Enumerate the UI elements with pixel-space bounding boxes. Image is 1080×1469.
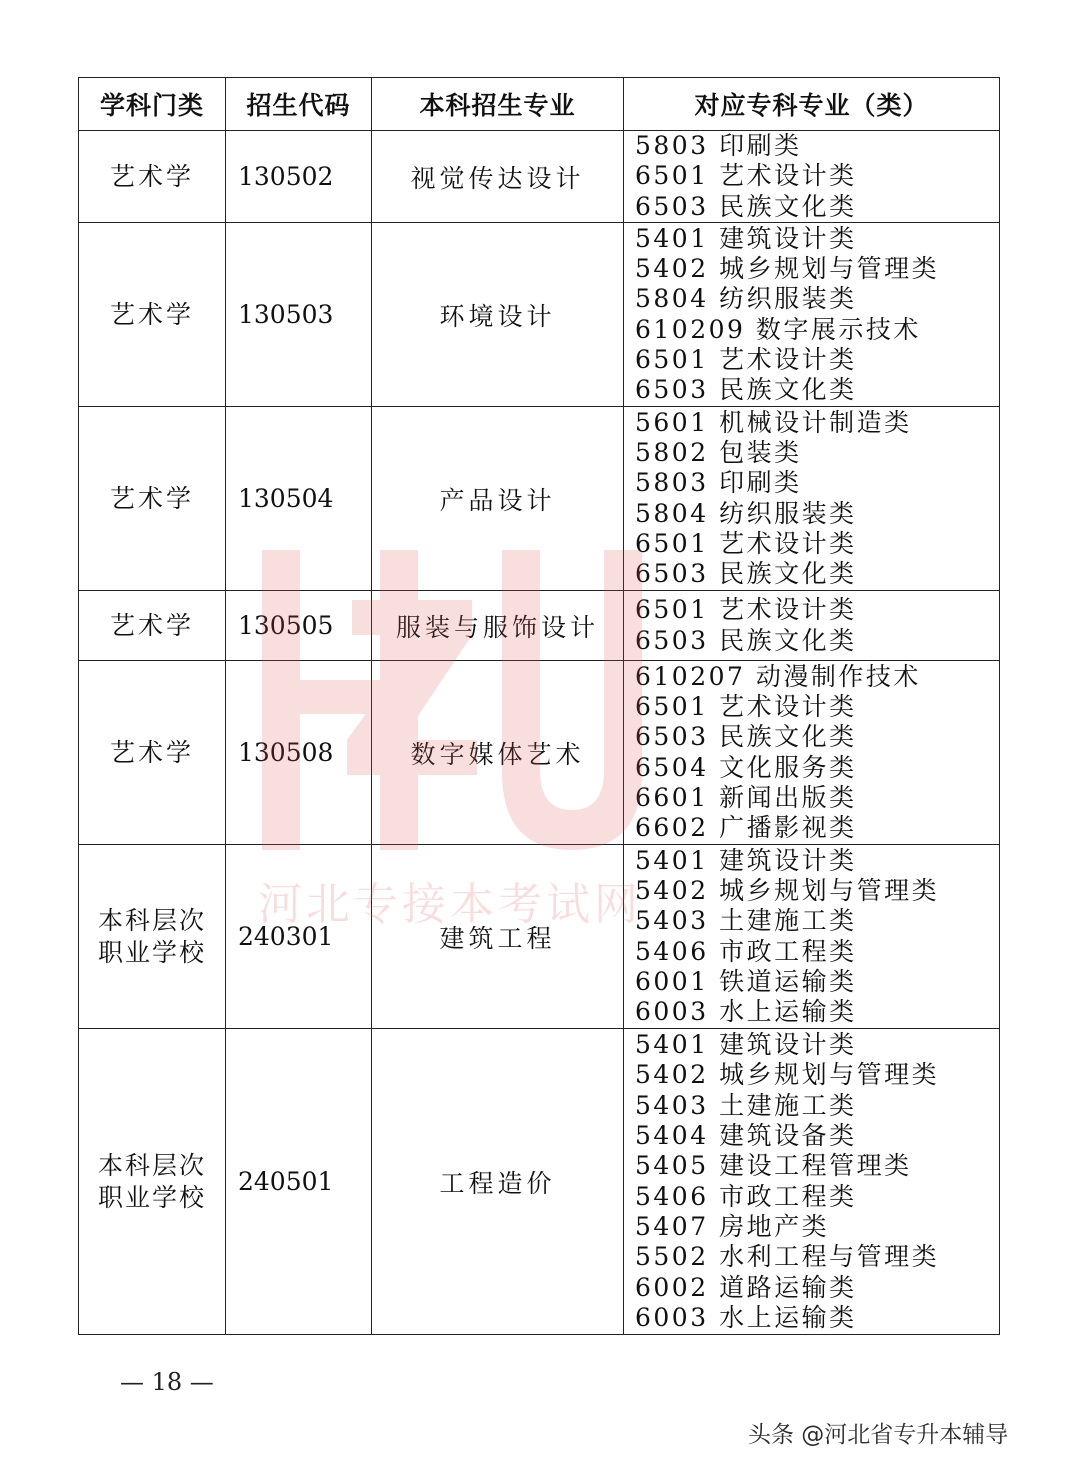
cell-category (79, 845, 226, 1029)
related-item: 5804 纺织服装类 (635, 284, 857, 314)
related-item: 6501 艺术设计类 (635, 529, 857, 559)
related-item: 610209 数字展示技术 (635, 314, 921, 344)
related-item: 6003 水上运输类 (635, 1303, 857, 1333)
related-item: 5403 土建施工类 (635, 1090, 857, 1120)
cell-related (624, 407, 1000, 591)
related-item: 6503 民族文化类 (635, 191, 857, 221)
cell-major: 服装与服饰设计 (372, 591, 624, 661)
cell-related (624, 1029, 1000, 1335)
related-item: 5803 印刷类 (635, 468, 802, 498)
related-item: 6602 广播影视类 (635, 813, 857, 843)
major-correspondence-table (78, 77, 1000, 1335)
cell-code: 130505 (226, 591, 372, 661)
related-item: 5401 建筑设计类 (635, 1029, 857, 1059)
category-line: 职业学校 (97, 937, 206, 967)
header-related: 对应专科专业（类） (624, 78, 1000, 131)
table-row (79, 845, 1000, 1029)
cell-code: 130508 (226, 661, 372, 845)
cell-category (79, 1029, 226, 1335)
related-item: 5804 纺织服装类 (635, 498, 857, 528)
related-item: 5601 机械设计制造类 (635, 407, 912, 437)
cell-category: 艺术学 (79, 223, 226, 407)
category-line: 本科层次 (97, 905, 206, 935)
table-row (79, 223, 1000, 407)
cell-category: 艺术学 (79, 661, 226, 845)
cell-major: 数字媒体艺术 (372, 661, 624, 845)
cell-related (624, 131, 1000, 223)
cell-major: 工程造价 (372, 1029, 624, 1335)
page-number: — 18 — (120, 1368, 214, 1396)
related-item: 610207 动漫制作技术 (635, 661, 921, 691)
table-row (79, 661, 1000, 845)
related-item: 5404 建筑设备类 (635, 1120, 857, 1150)
related-item: 5406 市政工程类 (635, 936, 857, 966)
cell-related (624, 845, 1000, 1029)
table-row (79, 131, 1000, 223)
related-item: 6601 新闻出版类 (635, 783, 857, 813)
related-item: 5401 建筑设计类 (635, 845, 857, 875)
cell-code: 130503 (226, 223, 372, 407)
related-item: 5502 水利工程与管理类 (635, 1242, 940, 1272)
cell-code: 240301 (226, 845, 372, 1029)
related-item: 6501 艺术设计类 (635, 161, 857, 191)
cell-code: 240501 (226, 1029, 372, 1335)
related-item: 6003 水上运输类 (635, 997, 857, 1027)
related-item: 6501 艺术设计类 (635, 345, 857, 375)
cell-related (624, 223, 1000, 407)
watermark-text: 河北专接本考试网 (258, 879, 642, 930)
related-item: 6001 铁道运输类 (635, 967, 857, 997)
related-item: 6503 民族文化类 (635, 559, 857, 589)
cell-category: 艺术学 (79, 591, 226, 661)
cell-code: 130504 (226, 407, 372, 591)
related-item: 6504 文化服务类 (635, 752, 857, 782)
related-item: 5402 城乡规划与管理类 (635, 875, 940, 905)
related-item: 5802 包装类 (635, 437, 802, 467)
related-item: 6501 艺术设计类 (635, 595, 857, 625)
related-item: 5402 城乡规划与管理类 (635, 1060, 940, 1090)
cell-related (624, 591, 1000, 661)
cell-major: 环境设计 (372, 223, 624, 407)
cell-major: 建筑工程 (372, 845, 624, 1029)
related-item: 6503 民族文化类 (635, 375, 857, 405)
cell-code: 130502 (226, 131, 372, 223)
related-item: 5401 建筑设计类 (635, 223, 857, 253)
related-item: 5405 建设工程管理类 (635, 1151, 912, 1181)
table-row (79, 591, 1000, 661)
table-header-row (79, 78, 1000, 131)
table-row (79, 1029, 1000, 1335)
cell-category: 艺术学 (79, 131, 226, 223)
header-major: 本科招生专业 (372, 78, 624, 131)
table-row (79, 407, 1000, 591)
related-item: 6503 民族文化类 (635, 625, 857, 655)
related-item: 6503 民族文化类 (635, 722, 857, 752)
category-line: 本科层次 (97, 1150, 206, 1180)
related-item: 6002 道路运输类 (635, 1272, 857, 1302)
related-item: 5803 印刷类 (635, 131, 802, 160)
cell-related (624, 661, 1000, 845)
related-item: 5402 城乡规划与管理类 (635, 253, 940, 283)
cell-major: 视觉传达设计 (372, 131, 624, 223)
related-item: 5407 房地产类 (635, 1212, 830, 1242)
related-item: 5406 市政工程类 (635, 1181, 857, 1211)
related-item: 5403 土建施工类 (635, 906, 857, 936)
category-line: 职业学校 (97, 1182, 206, 1212)
cell-category: 艺术学 (79, 407, 226, 591)
related-item: 6501 艺术设计类 (635, 691, 857, 721)
cell-major: 产品设计 (372, 407, 624, 591)
header-category: 学科门类 (79, 78, 226, 131)
source-credit: 头条 @河北省专升本辅导 (748, 1422, 1009, 1448)
header-code: 招生代码 (226, 78, 372, 131)
